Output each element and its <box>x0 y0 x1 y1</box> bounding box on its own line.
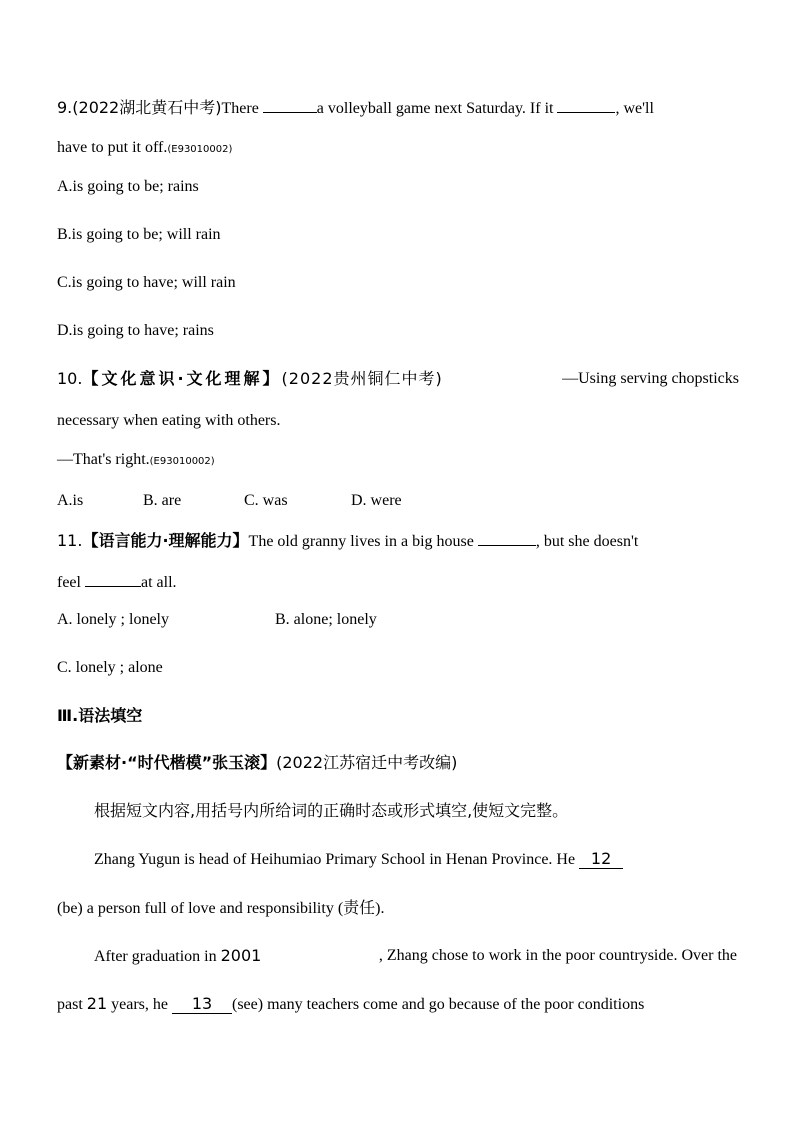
question-number: 11. <box>57 531 83 550</box>
option-c[interactable]: C.is going to have; will rain <box>57 274 236 291</box>
material-source: (2022江苏宿迁中考改编) <box>276 753 458 772</box>
answer-blank[interactable] <box>557 96 615 113</box>
question-source: (2022贵州铜仁中考) <box>281 369 443 388</box>
passage-text: past <box>57 996 87 1013</box>
answer-blank[interactable] <box>85 570 141 587</box>
passage-number: 21 <box>86 994 108 1013</box>
question-10-line-1 <box>57 368 739 391</box>
question-text: necessary when eating with others. <box>57 412 281 429</box>
question-text: have to put it off. <box>57 139 168 156</box>
passage-line-4 <box>57 993 644 1016</box>
question-10-line-3 <box>57 449 215 473</box>
question-text: , we'll <box>615 100 654 117</box>
option-a[interactable]: A. lonely ; lonely <box>57 611 169 628</box>
option-b[interactable]: B. are <box>143 492 182 509</box>
question-text: There <box>221 100 263 117</box>
material-heading <box>57 752 457 775</box>
question-9-line-1 <box>57 96 654 120</box>
passage-text: (be) a person full of love and responsibility ( <box>57 900 344 917</box>
option-c[interactable]: C. was <box>244 492 288 509</box>
question-text: The old granny lives in a big house <box>248 533 478 550</box>
answer-blank-12[interactable]: 12 <box>579 850 623 869</box>
question-text: at all. <box>140 574 177 591</box>
option-c[interactable]: C. lonely ; alone <box>57 659 163 676</box>
question-text: feel <box>57 574 85 591</box>
passage-year: 2001 <box>220 946 262 965</box>
answer-blank-13[interactable]: 13 <box>172 995 232 1014</box>
option-b[interactable]: B.is going to be; will rain <box>57 226 221 243</box>
question-tag: 【语言能力·理解能力】 <box>82 531 249 550</box>
question-number: 10. <box>57 369 83 388</box>
answer-blank[interactable] <box>478 529 536 546</box>
question-9-line-2 <box>57 137 232 161</box>
passage-line-1 <box>94 849 623 871</box>
option-a[interactable]: A.is <box>57 492 84 509</box>
option-b[interactable]: B. alone; lonely <box>275 611 377 628</box>
item-code: (E93010002) <box>167 144 233 155</box>
passage-text: (see) many teachers come and go because of the poor conditions <box>232 996 645 1013</box>
question-tag: 【文化意识·文化理解】 <box>82 369 282 388</box>
option-a[interactable]: A.is going to be; rains <box>57 178 199 195</box>
question-text: —Using serving chopsticks <box>562 370 739 387</box>
question-11-line-1 <box>57 529 638 553</box>
question-11-line-2 <box>57 570 177 594</box>
passage-line-3 <box>94 945 737 968</box>
passage-text: years, he <box>107 996 172 1013</box>
passage-line-2 <box>57 897 385 920</box>
passage-text: , Zhang chose to work in the poor countryside. Over the <box>378 947 737 964</box>
passage-text: ). <box>375 900 385 917</box>
passage-text: After graduation in <box>94 948 221 965</box>
question-text: a volleyball game next Saturday. If it <box>316 100 558 117</box>
item-code: (E93010002) <box>149 456 215 467</box>
question-source: (2022湖北黄石中考) <box>72 98 222 117</box>
option-d[interactable]: D. were <box>351 492 402 509</box>
question-text: , but she doesn't <box>535 533 639 550</box>
question-number: 9. <box>57 98 73 117</box>
passage-text-cn: 责任 <box>343 898 376 917</box>
section-title: Ⅲ.语法填空 <box>57 706 143 725</box>
answer-blank[interactable] <box>263 96 317 113</box>
instruction-text: 根据短文内容,用括号内所给词的正确时态或形式填空,使短文完整。 <box>94 801 569 820</box>
question-text: —That's right. <box>57 451 150 468</box>
material-tag: 【新素材·“时代楷模”张玉滚】 <box>57 753 277 772</box>
passage-text: Zhang Yugun is head of Heihumiao Primary School in Henan Province. He <box>94 851 580 868</box>
option-d[interactable]: D.is going to have; rains <box>57 322 214 339</box>
